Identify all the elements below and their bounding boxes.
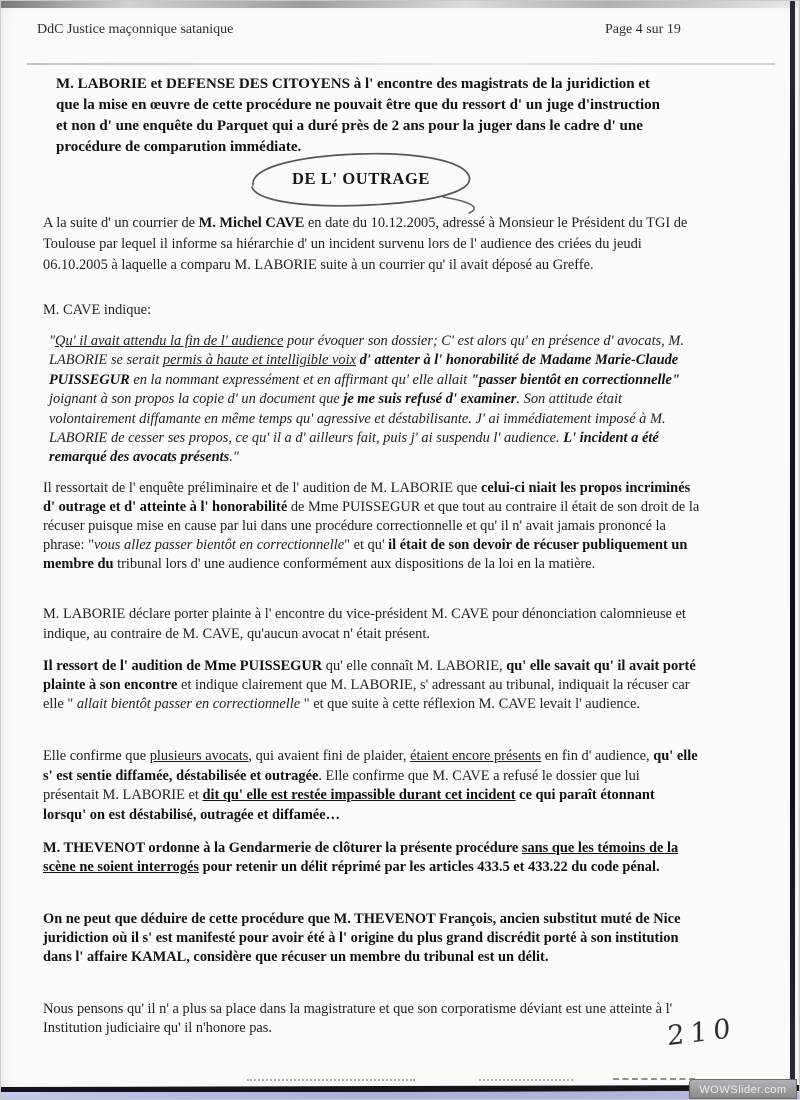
- scan-artifact-faint-dashes: [613, 1078, 695, 1080]
- scan-artifact-faint-dashes: [479, 1079, 573, 1081]
- scan-artifact-faint-dashes: [247, 1079, 415, 1081]
- scan-artifact-bottom-strip: [1, 1092, 800, 1100]
- paragraph-cave-indique: M. CAVE indique:: [43, 302, 152, 318]
- handwritten-page-number: 210: [667, 1012, 737, 1053]
- paragraph-conclusion: Nous pensons qu' il n' a plus sa place dans la magistrature et que son corporatisme déviant est une atteinte à l' Institution judiciaire qu' il n'honore pas.: [43, 1001, 673, 1036]
- wowslider-watermark[interactable]: WOWSlider.com: [689, 1079, 797, 1099]
- header-rule: [27, 63, 775, 65]
- section-heading: DE L' OUTRAGE: [292, 169, 430, 188]
- paragraph-deduction-thevenot: On ne peut que déduire de cette procédure que M. THEVENOT François, ancien substitut muté de Nice juridiction où il s' est manifesté pour avoir été à l' origine du plus grand discrédit porté à son institution dans l' affaire KAMAL, considère que récuser un membre du tribunal est un délit.: [43, 911, 681, 965]
- paragraph-audition-puissegur: Il ressort de l' audition de Mme PUISSEGUR qu' elle connaît M. LABORIE, qu' elle savait qu' il avait porté plainte à son encontre et indique clairement que M. LABORIE, s' adressant au tribunal, indiquait la récuser car elle " allait bientôt passer en correctionnelle " et que suite à cette réflexion M. CAVE levait l' audience.: [43, 658, 696, 712]
- paragraph-enquete-preliminaire: Il ressortait de l' enquête préliminaire et de l' audition de M. LABORIE que celui-ci niait les propos incriminés d' outrage et d' atteinte à l' honorabilité de Mme PUISSEGUR et que tout au contraire il était de son droit de la récuser puisque mise en cause par lui dans une procédure correctionnelle et qu' il n' avait jamais prononcé la phrase: "vous allez passer bientôt en correctionnelle" et qu' il était de son devoir de récuser publiquement un membre du tribunal lors d' une audience conformément aux dispositions de la loi en la matière.: [43, 480, 700, 572]
- document-header-title: DdC Justice maçonnique satanique: [37, 22, 234, 37]
- scan-artifact-top-smudge: [1, 1, 799, 8]
- scan-artifact-right-edge: [790, 1, 795, 1100]
- page-indicator: Page 4 sur 19: [605, 22, 681, 37]
- paragraph-thevenot-gendarmerie: M. THEVENOT ordonne à la Gendarmerie de clôturer la présente procédure sans que les témoins de la scène ne soient interrogés pour retenir un délit réprimé par les articles 433.5 et 433.22 du code pénal.: [43, 840, 679, 875]
- paragraph-courrier-cave: A la suite d' un courrier de M. Michel CAVE en date du 10.12.2005, adressé à Monsieur le Président du TGI de Toulouse par lequel il informe sa hiérarchie d' un incident survenu lors de l' audience des criées du jeudi 06.10.2005 à laquelle a comparu M. LABORIE suite à un courrier qu' il avait déposé au Greffe.: [43, 215, 688, 273]
- paragraph-intro: M. LABORIE et DEFENSE DES CITOYENS à l' encontre des magistrats de la juridiction et que la mise en œuvre de cette procédure ne pouvait être que du ressort d' un juge d'instruction et non d' une enquête du Parquet qui a duré près de 2 ans pour la juger dans le cadre d' une procédure de comparution immédiate.: [56, 76, 661, 155]
- paragraph-citation-cave: "Qu' il avait attendu la fin de l' audience pour évoquer son dossier; C' est alors qu' en présence d' avocats, M. LABORIE se serait permis à haute et intelligible voix d' attenter à l' honorabilité de Madame Marie-Claude PUISSEGUR en la nommant expressément et en affirmant qu' elle allait "passer bientôt en correctionnelle" joignant à son propos la copie d' un document que je me suis refusé d' examiner. Son attitude était volontairement diffamante en même temps qu' agressive et déstabilisante. J' ai immédiatement imposé à M. LABORIE de cesser ses propos, ce qu' il a d' ailleurs fait, puis j' ai suspendu l' audience. L' incident a été remarqué des avocats présents.": [49, 333, 684, 466]
- paragraph-plainte-laborie: M. LABORIE déclare porter plainte à l' encontre du vice-président M. CAVE pour dénonciation calomnieuse et indique, au contraire de M. CAVE, qu'aucun avocat n' était présent.: [43, 606, 686, 642]
- paragraph-confirmation-puissegur: Elle confirme que plusieurs avocats, qui avaient fini de plaider, étaient encore présents en fin d' audience, qu' elle s' est sentie diffamée, déstabilisée et outragée. Elle confirme que M. CAVE a refusé le dossier que lui présentait M. LABORIE et dit qu' elle est restée impassible durant cet incident ce qui paraît étonnant lorsqu' on est déstabilisé, outragée et diffamée…: [43, 748, 698, 823]
- circled-heading: [237, 149, 485, 215]
